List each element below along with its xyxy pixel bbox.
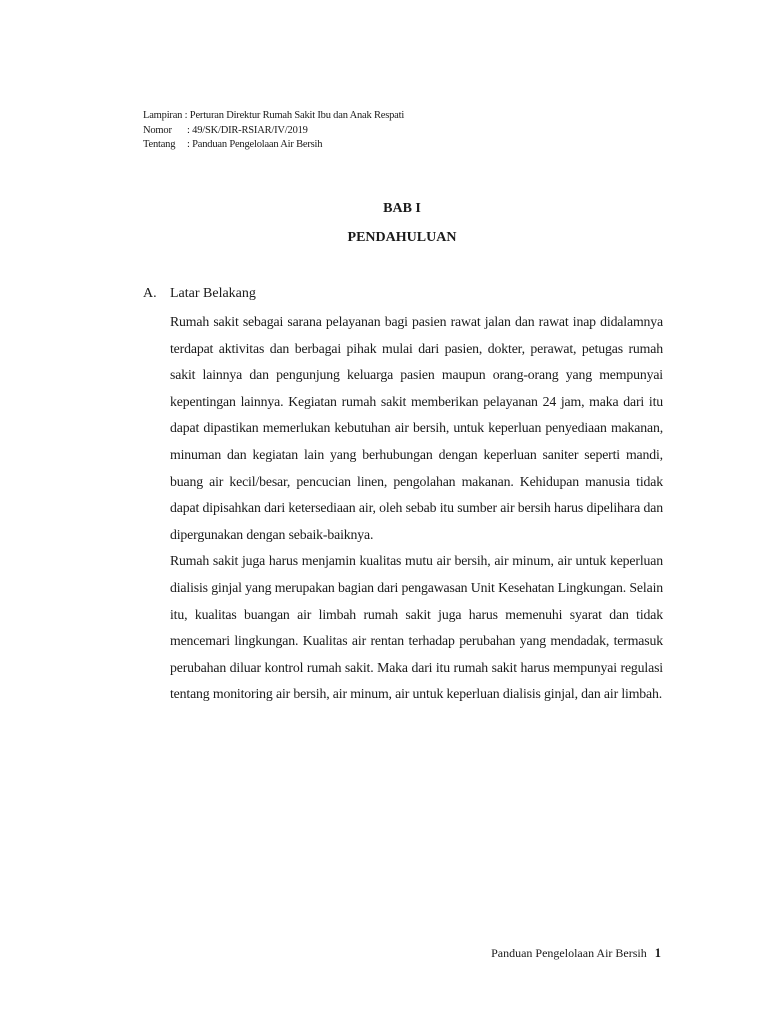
lampiran-label: Lampiran: [143, 110, 183, 121]
nomor-value: : 49/SK/DIR-RSIAR/IV/2019: [187, 124, 308, 136]
page-footer: [0, 946, 661, 961]
tentang-row: [143, 138, 404, 153]
chapter-title: PENDAHULUAN: [347, 230, 457, 245]
nomor-label: Nomor: [143, 124, 172, 136]
lampiran-value: : Perturan Direktur Rumah Sakit Ibu dan Anak Respati: [184, 110, 405, 121]
lampiran-row: [143, 109, 404, 124]
section-letter: A.: [143, 286, 157, 301]
section-title: Latar Belakang: [170, 286, 256, 301]
footer-title: Panduan Pengelolaan Air Bersih: [491, 946, 647, 960]
tentang-value: : Panduan Pengelolaan Air Bersih: [187, 139, 323, 150]
page-number: 1: [654, 946, 661, 960]
body-paragraph-2: Rumah sakit juga harus menjamin kualitas mutu air bersih, air minum, air untuk keperluan dialisis ginjal yang merupakan bagian dari pengawasan Unit Kesehatan Lingkungan. Selain itu, kualitas buangan air limbah rumah sakit juga harus memenuhi syarat dan tidak mencemari lingkungan. Kualitas air rentan terhadap perubahan yang mendadak, termasuk perubahan diluar kontrol rumah sakit. Maka dari itu rumah sakit harus mempunyai regulasi tentang monitoring air bersih, air minum, air untuk keperluan dialisis ginjal, dan air limbah.: [170, 553, 663, 702]
document-header-meta: [143, 109, 404, 153]
body-paragraph-1: Rumah sakit sebagai sarana pelayanan bagi pasien rawat jalan dan rawat inap didalamnya terdapat aktivitas dan berbagai pihak mulai dari pasien, dokter, perawat, petugas rumah sakit lainnya dan pengunjung keluarga pasien maupun orang-orang yang mempunyai kepentingan lainnya. Kegiatan rumah sakit memberikan pelayanan 24 jam, maka dari itu dapat dipastikan memerlukan kebutuhan air bersih, untuk keperluan penyediaan makanan, minuman dan kegiatan lain yang berhubungan dengan keperluan saniter seperti mandi, buang air kecil/besar, pencucian linen, pengolahan makanan. Kehidupan manusia tidak dapat dipisahkan dari ketersediaan air, oleh sebab itu sumber air bersih harus dipelihara dan dipergunakan dengan sebaik-baiknya.: [170, 314, 663, 542]
section-latar-belakang: [143, 284, 663, 708]
tentang-label: Tentang: [143, 139, 176, 150]
section-heading: [143, 284, 663, 304]
chapter-number: BAB I: [383, 201, 421, 216]
nomor-row: [143, 124, 404, 139]
